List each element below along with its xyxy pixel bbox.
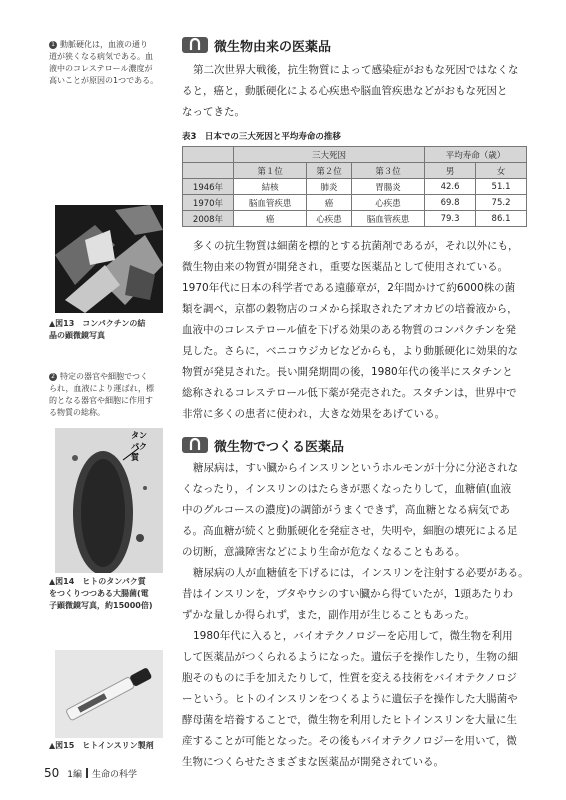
note-line: 的となる器官や細胞に作用す <box>49 396 153 405</box>
table-cell: 心疾患 <box>307 211 352 227</box>
text-line: くなったり，インスリンのはたらきが悪くなったりして，血糖値(血液 <box>182 483 512 495</box>
note-line: 動脈硬化は，血液の通り <box>60 40 148 49</box>
note-line: られ，血液により運ばれ，標 <box>49 384 154 393</box>
text-line: 1980年代に入ると，バイオテクノロジーを応用して，微生物を利用 <box>193 630 513 642</box>
statin-paragraph <box>182 236 542 425</box>
figure-15-caption: ▲図15 ヒトインスリン製剤 <box>49 741 154 750</box>
caption-line: 晶の顕微鏡写真 <box>49 331 105 340</box>
table-cell: 心疾患 <box>351 195 424 211</box>
note-number: 1 <box>49 41 57 49</box>
table-cell: 1946年 <box>183 179 234 195</box>
table-cell: 69.8 <box>425 195 476 211</box>
caption-line: 子顕微鏡写真，約15000倍) <box>49 601 153 610</box>
table-header: 女 <box>476 163 527 179</box>
text-line: 多くの抗生物質は細菌を標的とする抗菌剤であるが，それ以外にも， <box>193 240 519 252</box>
section-title: 微生物由来の医薬品 <box>214 39 332 55</box>
table-row <box>183 195 527 211</box>
text-line: 第二次世界大戦後，抗生物質によって感染症がおもな死因ではなくな <box>193 64 519 76</box>
protein-label: タンパク質 <box>131 431 147 462</box>
section-label: 生命の科学 <box>92 769 138 780</box>
text-line: 非常に多くの患者に使われ，大きな効果をあげている。 <box>182 408 446 420</box>
side-note-1 <box>49 39 164 87</box>
table-cell: 脳血管疾患 <box>234 195 307 211</box>
text-line: 酵母菌を培養することで，微生物を利用したヒトインスリンを大量に生 <box>182 714 517 726</box>
text-line: ずかな量しか得られず，また，副作用が生じることもあった。 <box>182 609 476 621</box>
table-cell: 2008年 <box>183 211 234 227</box>
text-line: 微生物由来の物質が開発され，重要な医薬品として使用されている。 <box>182 261 509 273</box>
table-row <box>183 211 527 227</box>
table-cell: 癌 <box>234 211 307 227</box>
table-group-header: 平均寿命（歳） <box>425 147 527 163</box>
note-line: 特定の器官や細胞でつく <box>60 372 148 381</box>
table-cell: 脳血管疾患 <box>351 211 424 227</box>
text-line: 物質が発見された。長い開発期間の後，1980年代の後半にスタチンと <box>182 366 513 378</box>
table-cell: 胃腸炎 <box>351 179 424 195</box>
section-heading-2 <box>182 436 344 454</box>
page-footer <box>44 766 137 780</box>
text-line: 類を調べ，京都の穀物店のコメから採取されたアオカビの培養液から， <box>182 303 518 315</box>
table-cell: 51.1 <box>476 179 527 195</box>
page-number: 50 <box>44 766 60 780</box>
heading-bracket-icon <box>182 436 208 454</box>
table-cell: 42.6 <box>425 179 476 195</box>
text-line: 総称されるコレステロール低下薬が発売された。スタチンは，世界中で <box>182 387 517 399</box>
table-cell: 1970年 <box>183 195 234 211</box>
table-header: 第３位 <box>351 163 424 179</box>
section-title: 微生物でつくる医薬品 <box>214 439 345 455</box>
note-line: 道が狭くなる病気である。血 <box>49 52 153 61</box>
text-line: 産することが可能となった。その後もバイオテクノロジーを用いて，微 <box>182 735 517 747</box>
table-header: 第１位 <box>234 163 307 179</box>
table-group-header: 三大死因 <box>234 147 425 163</box>
table-corner <box>183 147 234 163</box>
chapter-label: 1編 <box>67 769 83 780</box>
text-line: ーという。ヒトのインスリンをつくるように遺伝子を操作した大腸菌や <box>182 693 518 705</box>
note-number: 2 <box>49 373 57 381</box>
caption-line: ▲図14 ヒトのタンパク質 <box>49 577 146 586</box>
table-cell: 癌 <box>307 195 352 211</box>
table-header: 男 <box>425 163 476 179</box>
text-line: 糖尿病の人が血糖値を下げるには，インスリンを注射する必要がある。 <box>193 567 529 579</box>
section-heading-1 <box>182 36 331 54</box>
compactin-crystal-photo <box>55 205 163 313</box>
text-line: 昔はインスリンを，ブタやウシのすい臓から得ていたが，1頭あたりわ <box>182 588 514 600</box>
text-line: して医薬品がつくられるようになった。遺伝子を操作したり，生物の細 <box>182 651 518 663</box>
insulin-pen-photo <box>55 650 163 738</box>
footer-divider <box>86 768 88 778</box>
caption-line: ▲図13 コンパクチンの結 <box>49 319 146 328</box>
text-line: 生物につくらせたさまざまな医薬品が開発されている。 <box>182 756 444 768</box>
table-corner <box>183 163 234 179</box>
text-line: 1970年代に日本の科学者である遠藤章が，2年間かけて約6000株の菌 <box>182 282 516 294</box>
table-cell: 肺炎 <box>307 179 352 195</box>
section2-body <box>182 458 542 773</box>
text-line: 糖尿病は，すい臓からインスリンというホルモンが十分に分泌されな <box>193 462 519 474</box>
text-line: 中のグルコースの濃度)の調節がうまくできず，高血糖となる病気であ <box>182 504 510 516</box>
heading-bracket-icon <box>182 36 208 54</box>
table-caption: 表3 日本での三大死因と平均寿命の推移 <box>182 132 341 142</box>
table-row <box>183 179 527 195</box>
text-line: ると，癌と，動脈硬化による心疾患や脳血管疾患などがおもな死因と <box>182 85 508 97</box>
note-line: 高いことが原因の1つである。 <box>49 76 159 85</box>
text-line: 見した。さらに，ベニコウジカビなどからも，より動脈硬化に効果的な <box>182 345 518 357</box>
figure-13-caption <box>49 318 167 342</box>
text-line: 血液中のコレステロール値を下げる効果のある物質のコンパクチンを発 <box>182 324 517 336</box>
text-line: なってきた。 <box>182 106 245 118</box>
table-cell: 86.1 <box>476 211 527 227</box>
side-note-2 <box>49 371 164 419</box>
table-cell: 結核 <box>234 179 307 195</box>
table-cell: 79.3 <box>425 211 476 227</box>
table-cell: 75.2 <box>476 195 527 211</box>
text-line: の切断，意識障害などにより生命が危なくなることもある。 <box>182 546 466 558</box>
section1-body <box>182 60 542 123</box>
caption-line: をつくりつつある大腸菌(電 <box>49 589 149 598</box>
text-line: 胞そのものに手を加えたりして，性質を変える技術をバイオテクノロジ <box>182 672 517 684</box>
figure-14-caption <box>49 576 167 612</box>
text-line: る。高血糖が続くと動脈硬化を発症させ，失明や，細胞の壊死による足 <box>182 525 518 537</box>
table-header: 第２位 <box>307 163 352 179</box>
note-line: る物質の総称。 <box>49 408 105 417</box>
death-cause-table <box>182 146 527 227</box>
note-line: 液中のコレステロール濃度が <box>49 64 153 73</box>
